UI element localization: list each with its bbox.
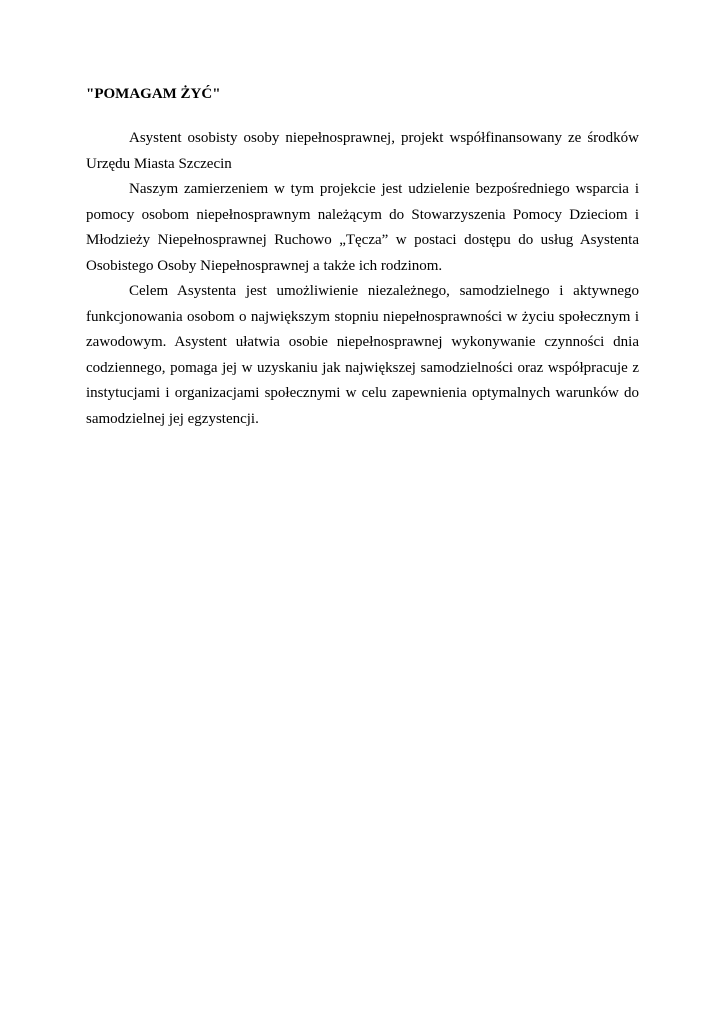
paragraph-goal: Naszym zamierzeniem w tym projekcie jest udzielenie bezpośredniego wsparcia i pomocy osobom niepełnosprawnym należącym do Stowarzyszenia Pomocy Dzieciom i Młodzieży Niepełnosprawnej Ruchowo „Tęcza” w postaci dostępu do usług Asystenta Osobistego Osoby Niepełnosprawnej a także ich rodzinom. <box>86 181 639 274</box>
document-body <box>86 84 639 432</box>
paragraph-assistant-purpose: Celem Asystenta jest umożliwienie niezależnego, samodzielnego i aktywnego funkcjonowania osobom o największym stopniu niepełnosprawności w życiu społecznym i zawodowym. Asystent ułatwia osobie niepełnosprawnej wykonywanie czynności dnia codziennego, pomaga jej w uzyskaniu jak największej samodzielności oraz współpracuje z instytucjami i organizacjami społecznymi w celu zapewnienia optymalnych warunków do samodzielnej jej egzystencji. <box>86 283 639 427</box>
document-title: "POMAGAM ŻYĆ" <box>86 86 221 102</box>
paragraph-intro: Asystent osobisty osoby niepełnosprawnej, projekt współfinansowany ze środków Urzędu Miasta Szczecin <box>86 130 639 172</box>
